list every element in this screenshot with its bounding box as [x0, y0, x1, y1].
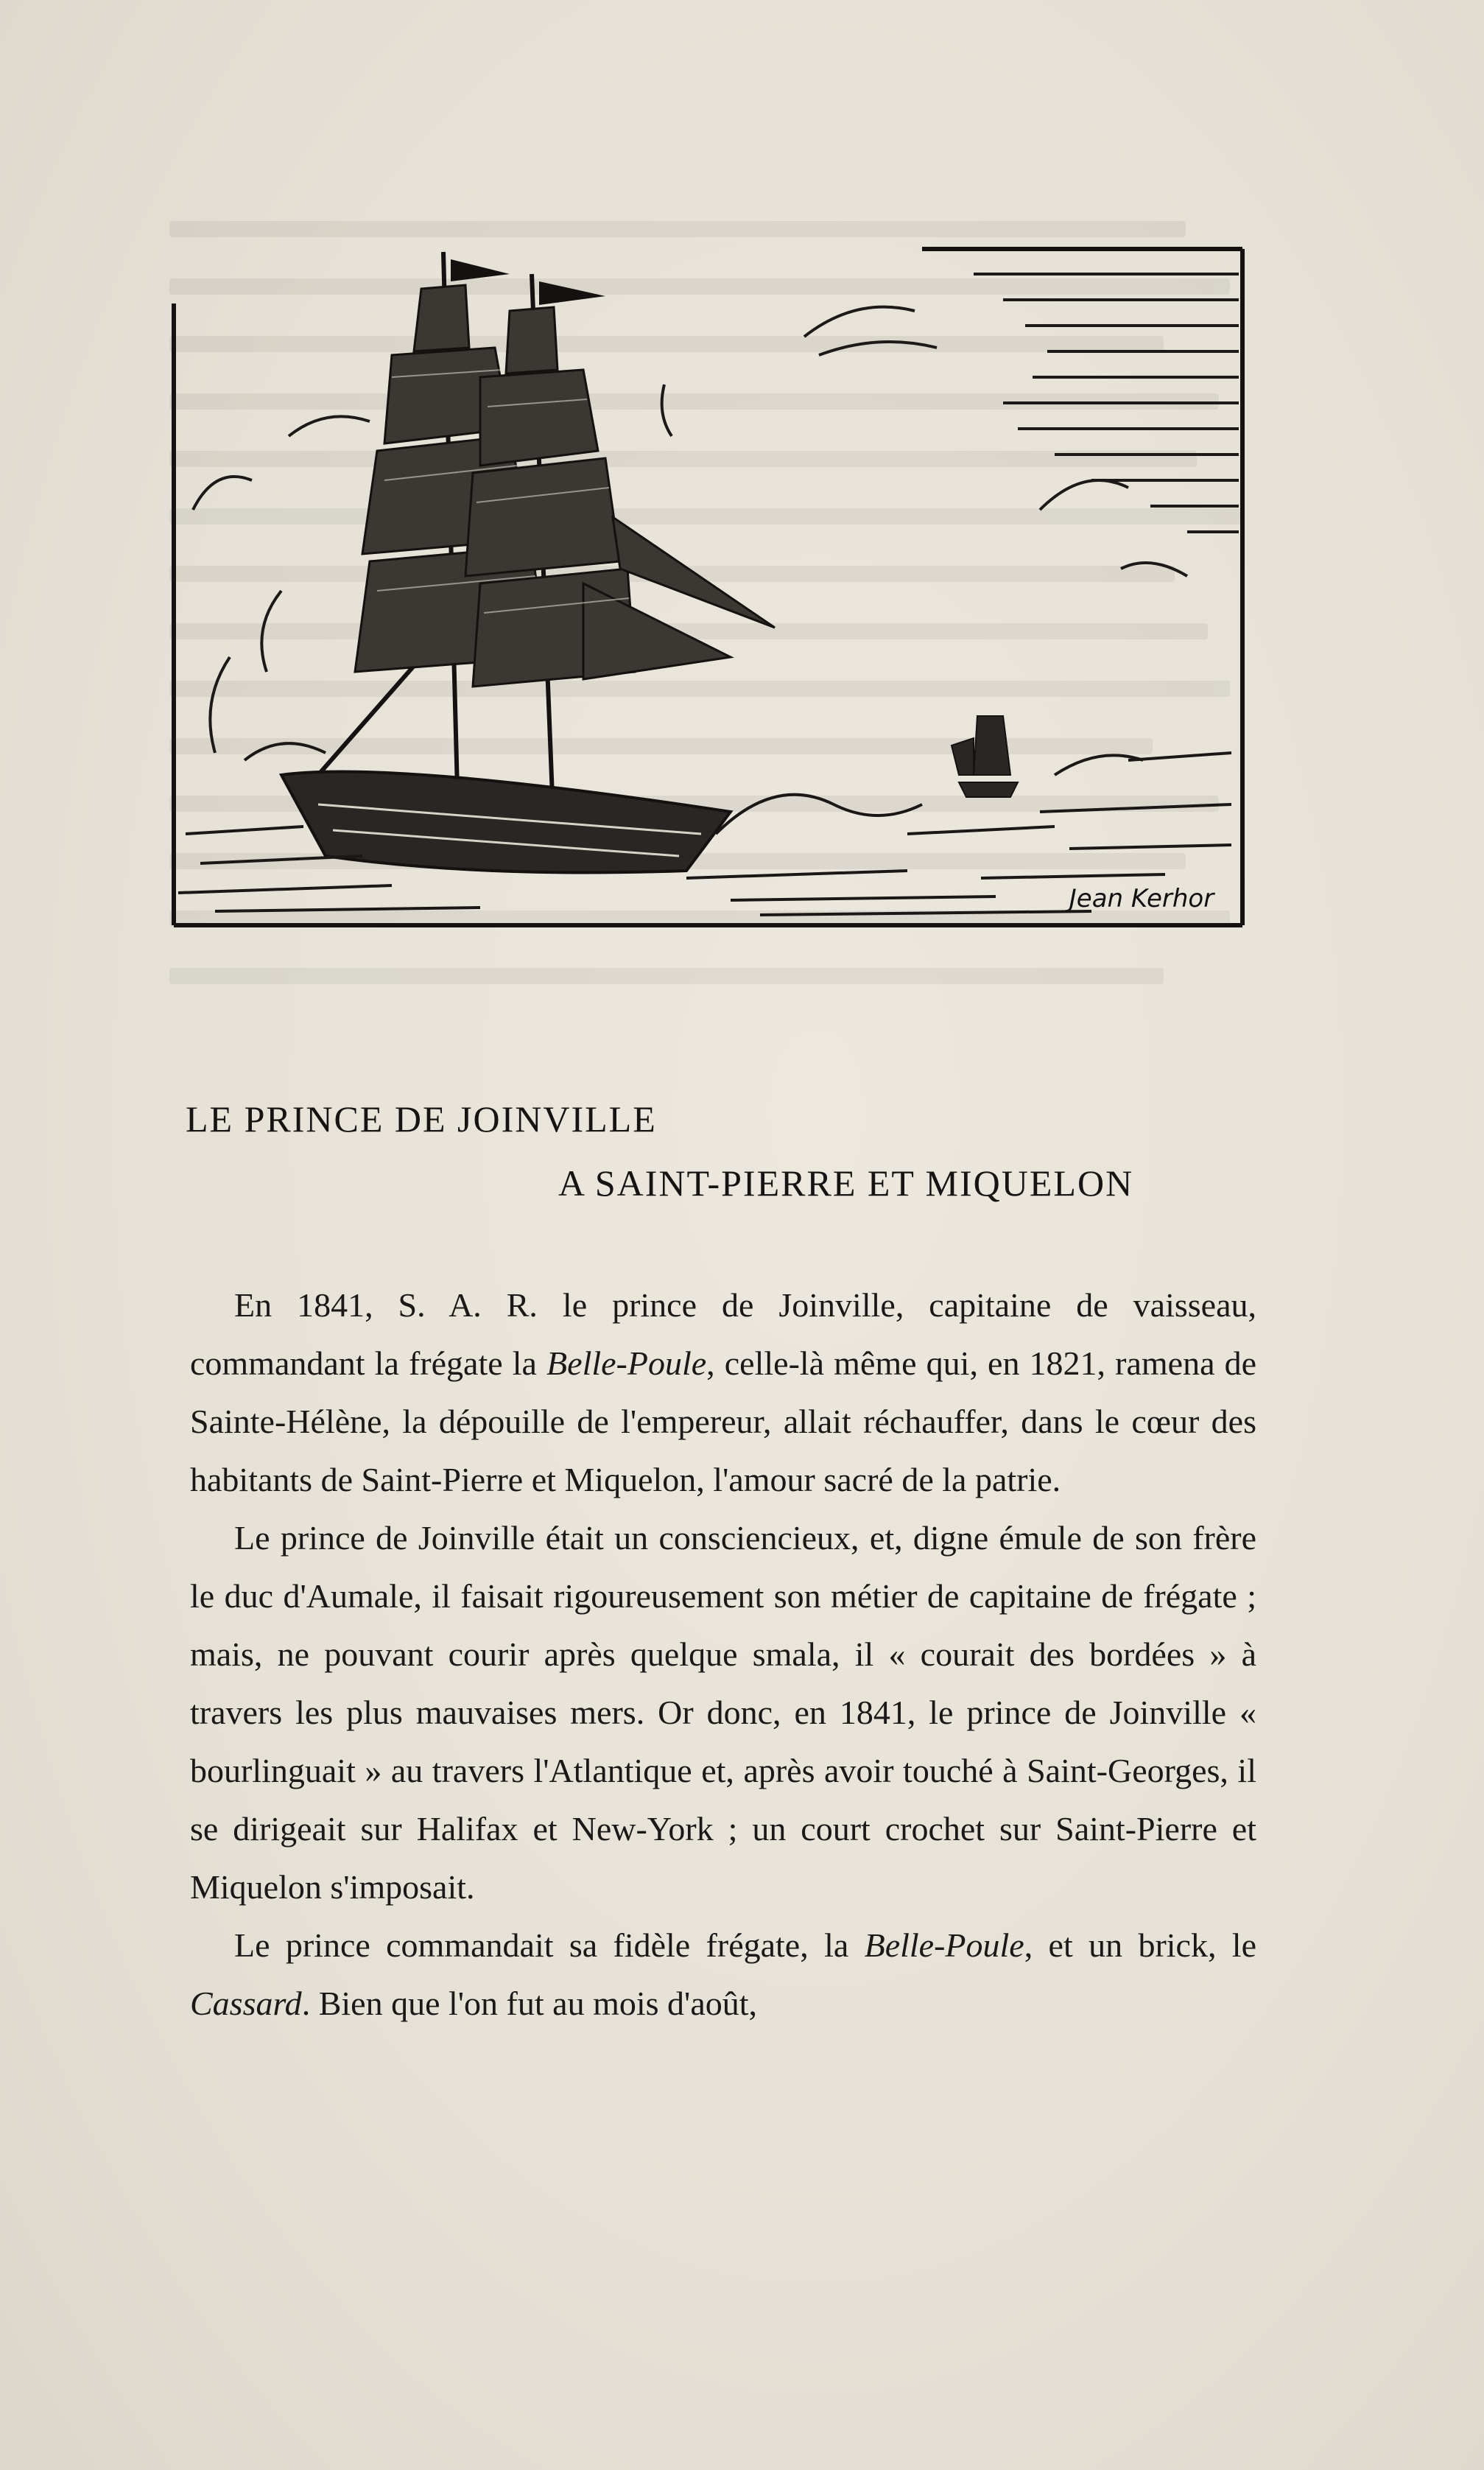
- text-run: En 1841, S. A. R. le prince de Joinville, capitaine de vaisseau, commandant la frégate la: [190, 1286, 1256, 1382]
- paragraph: [190, 1916, 1256, 2032]
- ship-illustration: [171, 245, 1248, 928]
- italic-run: Belle-Poule: [864, 1926, 1024, 1964]
- text-run: Le prince de Joinville était un consciencieux, et, digne émule de son frère le duc d'Aumale, il faisait rigoureusement son métier de capitaine de frégate ; mais, ne pouvant courir après quelque smala, il « courait des bordées » à travers les plus mauvaises mers. Or donc, en 1841, le prince de Joinville « bourlinguait » au travers l'Atlantique et, après avoir touché à Saint-Georges, il se dirigeait sur Halifax et New-York ; un court crochet sur Saint-Pierre et Miquelon s'imposait.: [190, 1519, 1256, 1906]
- chapter-title-line-2: A SAINT-PIERRE ET MIQUELON: [558, 1162, 1134, 1204]
- body-text: [190, 1276, 1256, 2032]
- illustration-signature: Jean Kerhor: [1069, 884, 1214, 913]
- italic-run: Cassard: [190, 1985, 302, 2022]
- text-run: , celle-là même qui, en 1821, ramena de Sainte-Hélène, la dépouille de l'empereur, allait réchauffer, dans le cœur des habitants de Saint-Pierre et Miquelon, l'amour sacré de la patrie.: [190, 1344, 1257, 1498]
- paragraph: [190, 1509, 1256, 1916]
- chapter-title-line-1: LE PRINCE DE JOINVILLE: [186, 1098, 657, 1140]
- text-run: . Bien que l'on fut au mois d'août,: [301, 1985, 758, 2022]
- text-run: Le prince commandait sa fidèle frégate, la: [234, 1926, 865, 1964]
- italic-run: Belle-Poule: [546, 1344, 707, 1382]
- paragraph: [190, 1276, 1256, 1509]
- text-run: , et un brick, le: [1024, 1926, 1256, 1964]
